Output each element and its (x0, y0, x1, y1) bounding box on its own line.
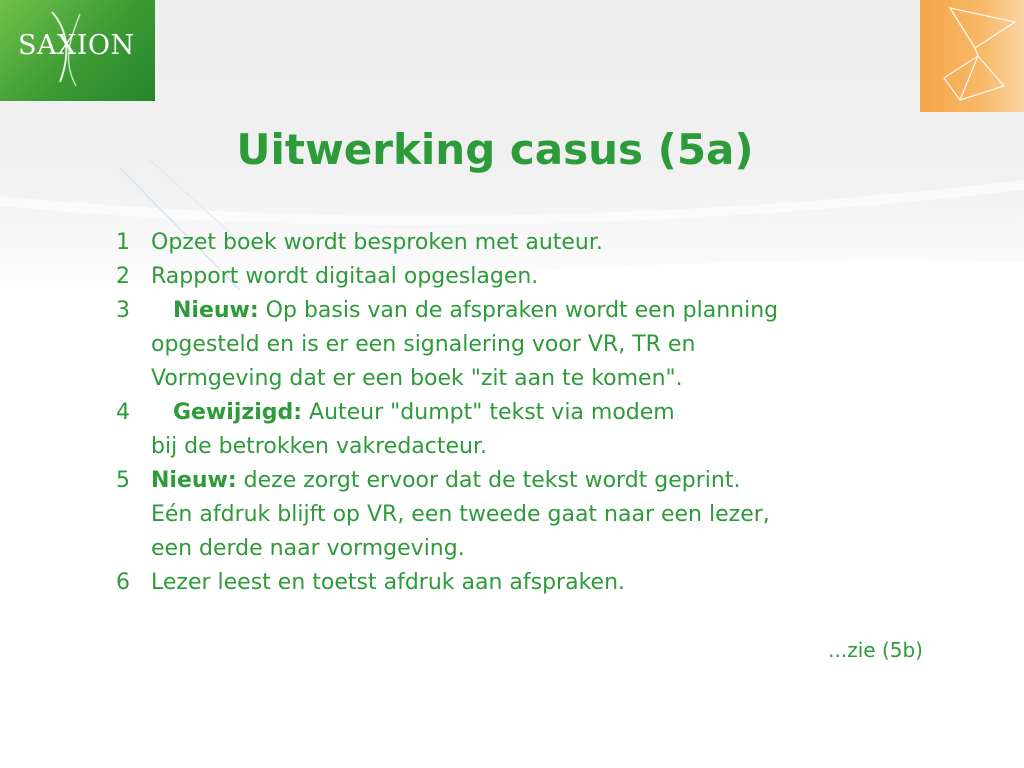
list-item (116, 294, 936, 328)
numbered-list (116, 226, 936, 600)
list-item (116, 396, 936, 430)
item-text: Opzet boek wordt besproken met auteur. (151, 230, 603, 255)
item-number: 3 (116, 298, 130, 323)
item-bold-label: Gewijzigd: (173, 400, 303, 425)
logo-text: SAXION (18, 30, 135, 61)
list-item-continuation: Vormgeving dat er een boek "zit aan te komen". (151, 366, 683, 391)
item-text: Rapport wordt digitaal opgeslagen. (151, 264, 539, 289)
list-item (116, 260, 936, 294)
list-item-continuation: een derde naar vormgeving. (151, 536, 465, 561)
item-text: Lezer leest en toetst afdruk aan afspraken. (151, 570, 626, 595)
item-number: 4 (116, 400, 130, 425)
item-number: 6 (116, 570, 130, 595)
item-number: 2 (116, 264, 130, 289)
list-item (116, 464, 936, 498)
pyramid-icon (920, 0, 1024, 112)
item-text: Op basis van de afspraken wordt een planning (258, 298, 779, 323)
list-item (116, 566, 936, 600)
list-item-continuation: opgesteld en is er een signalering voor VR, TR en (151, 332, 696, 357)
item-text: Auteur "dumpt" tekst via modem (302, 400, 675, 425)
list-item-continuation: bij de betrokken vakredacteur. (151, 434, 487, 459)
continued-note: ...zie (5b) (828, 638, 923, 662)
list-item-continuation: Eén afdruk blijft op VR, een tweede gaat naar een lezer, (151, 502, 770, 527)
item-number: 1 (116, 230, 130, 255)
item-text: deze zorgt ervoor dat de tekst wordt geprint. (236, 468, 741, 493)
item-bold-label: Nieuw: (173, 298, 259, 323)
corner-decoration (920, 0, 1024, 112)
item-number: 5 (116, 468, 130, 493)
saxion-logo (0, 0, 155, 101)
list-item (116, 226, 936, 260)
item-bold-label: Nieuw: (151, 468, 237, 493)
slide-title: Uitwerking casus (5a) (236, 125, 754, 174)
